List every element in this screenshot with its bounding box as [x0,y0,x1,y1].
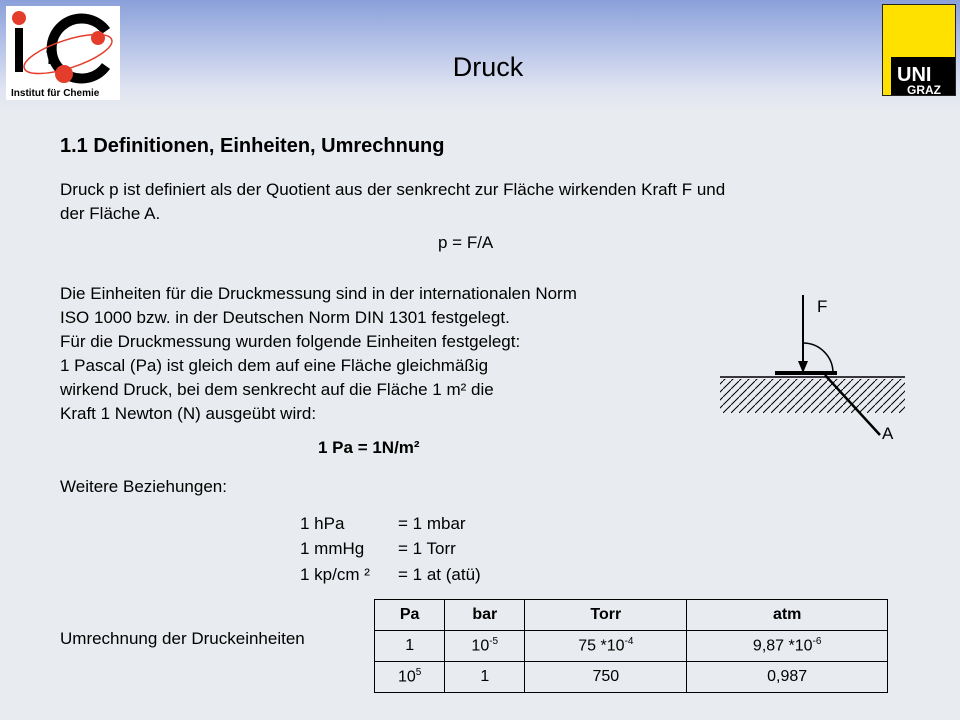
definition-line: der Fläche A. [60,204,161,223]
table-cell: 750 [525,662,687,693]
table-header-cell: Torr [525,600,687,631]
cell-exponent: -6 [812,636,822,648]
right-angle-arc [803,343,833,373]
table-header-row [375,600,888,631]
area-bar [775,371,837,375]
definition-line: Druck p ist definiert als der Quotient aus der senkrecht zur Fläche wirkenden Kraft F und [60,180,726,199]
relation-right: = 1 at (atü) [398,565,481,584]
conversion-label: Umrechnung der Druckeinheiten [60,629,305,648]
table-cell [687,631,888,662]
conversion-table [374,599,888,693]
table-cell [445,631,525,662]
table-header-cell: atm [687,600,888,631]
further-relations-heading: Weitere Beziehungen: [60,477,227,496]
relation-left: 1 hPa [300,514,345,533]
table-row [375,662,888,693]
force-diagram [715,285,915,455]
units-text [60,282,577,426]
formula: p = F/A [438,233,494,252]
table-header-cell: bar [445,600,525,631]
cell-base: 9,87 *10 [752,637,813,655]
relation-right: = 1 mbar [398,514,466,533]
relation-left: 1 mmHg [300,539,365,558]
units-line: ISO 1000 bzw. in der Deutschen Norm DIN 1301 festgelegt. [60,308,510,327]
cell-base: 10 [397,668,416,686]
uni-logo-line1: UNI [897,64,932,86]
units-line: Die Einheiten für die Druckmessung sind in der internationalen Norm [60,284,577,303]
units-line: Für die Druckmessung wurden folgende Einheiten festgelegt: [60,332,521,351]
table-header-cell: Pa [375,600,445,631]
relation-left: 1 kp/cm ² [300,565,370,584]
definition-text [60,178,725,226]
cell-exponent: -4 [624,636,634,648]
svg-text:f: f [46,40,55,70]
uni-logo-line2: GRAZ [907,83,941,95]
cell-exponent: 5 [415,667,422,679]
table-cell: 0,987 [687,662,888,693]
table-cell [525,631,687,662]
cell-base: 75 *10 [578,637,625,655]
units-line: wirkend Druck, bei dem senkrecht auf die Fläche 1 m² die [60,380,494,399]
cell-base: 10 [471,637,490,655]
force-label: F [817,297,828,316]
table-cell: 1 [445,662,525,693]
ifc-logo-text: Institut für Chemie [11,88,100,99]
area-label: A [882,424,894,443]
units-line: 1 Pascal (Pa) ist gleich dem auf eine Fläche gleichmäßig [60,356,489,375]
surface-hatching [720,377,905,413]
section-heading: 1.1 Definitionen, Einheiten, Umrechnung [60,135,445,157]
table-cell [375,662,445,693]
cell-exponent: -5 [489,636,499,648]
table-cell: 1 [375,631,445,662]
units-line: Kraft 1 Newton (N) ausgeübt wird: [60,404,317,423]
pascal-definition: 1 Pa = 1N/m² [318,438,420,457]
relation-right: = 1 Torr [398,539,456,558]
table-row [375,631,888,662]
page-title: Druck [452,52,524,82]
